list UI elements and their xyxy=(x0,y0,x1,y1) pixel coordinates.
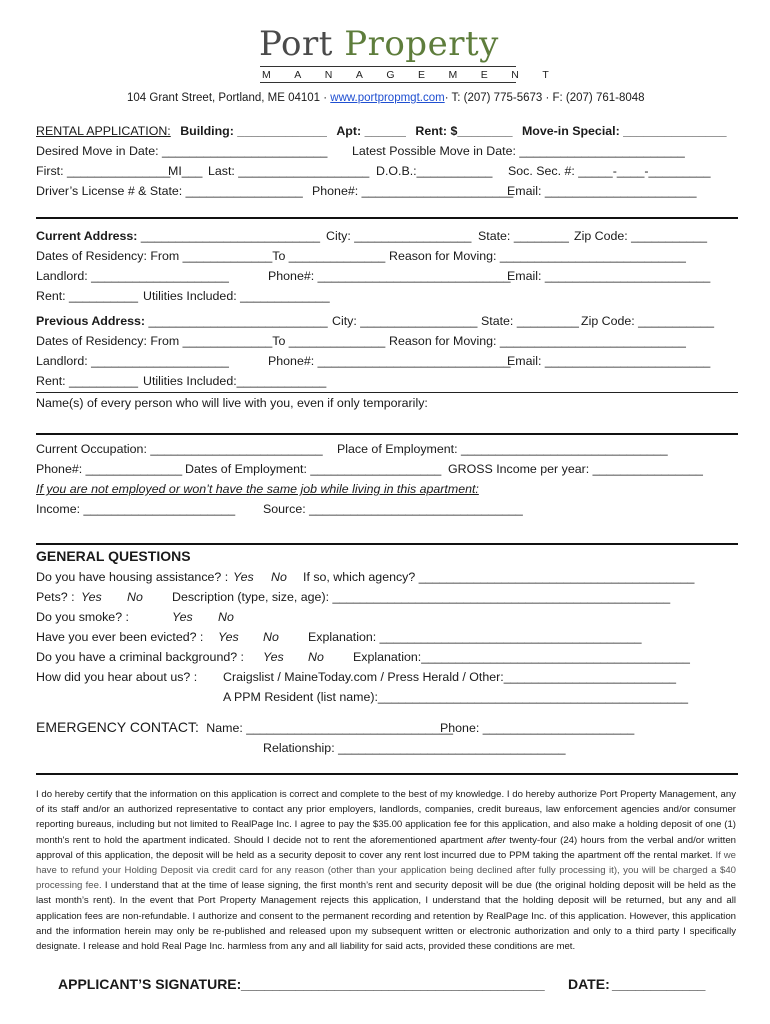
evicted-question: Have you ever been evicted? : xyxy=(36,630,204,644)
place-of-employment-field[interactable]: Place of Employment: ______________________________ xyxy=(337,442,668,456)
current-zip-field[interactable]: Zip Code: ___________ xyxy=(574,229,707,243)
current-landlord-phone-field[interactable]: Phone#: ____________________________ xyxy=(268,269,511,283)
general-questions-heading: GENERAL QUESTIONS xyxy=(36,548,191,564)
previous-landlord-phone-field[interactable]: Phone#: ____________________________ xyxy=(268,354,511,368)
previous-address-label: Previous Address: xyxy=(36,314,146,328)
housing-assistance-question: Do you have housing assistance? : xyxy=(36,570,229,584)
referral-question: How did you hear about us? : xyxy=(36,670,198,684)
desired-move-in-field[interactable]: Desired Move in Date: ________________________ xyxy=(36,144,328,158)
gross-income-field[interactable]: GROSS Income per year: ________________ xyxy=(448,462,703,476)
company-address xyxy=(127,92,645,104)
current-reason-field[interactable]: Reason for Moving: ___________________________ xyxy=(389,249,686,263)
occupation-field[interactable]: Current Occupation: _________________________ xyxy=(36,442,323,456)
occupants-label: Name(s) of every person who will live with you, even if only temporarily: xyxy=(36,396,428,410)
current-city-field[interactable]: City: _________________ xyxy=(326,229,472,243)
company-logo xyxy=(259,24,499,64)
pets-description-field[interactable]: Description (type, size, age): _________________________________________________ xyxy=(172,590,671,604)
housing-yes-option[interactable]: Yes xyxy=(233,570,254,584)
ssn-field[interactable]: Soc. Sec. #: _____-____-_________ xyxy=(508,164,711,178)
first-name-field[interactable]: First: _______________ xyxy=(36,164,171,178)
applicant-phone-field[interactable]: Phone#: ______________________ xyxy=(312,184,514,198)
previous-city-field[interactable]: City: _________________ xyxy=(332,314,478,328)
logo-rule-bottom xyxy=(260,82,516,83)
criminal-explanation-field[interactable]: Explanation:_______________________________________ xyxy=(353,650,690,664)
employer-phone-field[interactable]: Phone#: ______________ xyxy=(36,462,183,476)
apt-field[interactable]: Apt: ______ xyxy=(336,124,406,138)
move-in-special-field[interactable]: Move-in Special: _______________ xyxy=(521,124,727,138)
emergency-contact-row xyxy=(36,719,453,735)
section-divider xyxy=(36,217,738,219)
last-name-field[interactable]: Last: ___________________ xyxy=(208,164,370,178)
previous-zip-field[interactable]: Zip Code: ___________ xyxy=(581,314,714,328)
logo-subtitle: MANAGEMENT xyxy=(262,69,573,81)
rental-application-heading: RENTAL APPLICATION: xyxy=(36,124,171,138)
current-rent-field[interactable]: Rent: __________ xyxy=(36,289,138,303)
current-address-line[interactable]: __________________________ xyxy=(140,229,321,243)
rental-application-row xyxy=(36,124,727,138)
building-field[interactable]: Building: _____________ xyxy=(180,124,327,138)
current-address-field[interactable] xyxy=(36,229,320,243)
income-field[interactable]: Income: ______________________ xyxy=(36,502,236,516)
evicted-explanation-field[interactable]: Explanation: ______________________________________ xyxy=(308,630,642,644)
previous-utilities-field[interactable]: Utilities Included:_____________ xyxy=(143,374,327,388)
previous-address-field[interactable] xyxy=(36,314,328,328)
logo-rule-top xyxy=(260,66,516,67)
date-label: DATE: xyxy=(568,976,610,992)
applicant-signature-line[interactable]: _______________________________________ xyxy=(241,976,545,992)
current-address-label: Current Address: xyxy=(36,229,138,243)
logo-port-text: Port xyxy=(259,24,333,64)
criminal-background-question: Do you have a criminal background? : xyxy=(36,650,245,664)
evicted-no-option[interactable]: No xyxy=(263,630,279,644)
emergency-phone-field[interactable]: Phone: ______________________ xyxy=(440,721,635,735)
employment-dates-field[interactable]: Dates of Employment: ___________________ xyxy=(185,462,442,476)
emergency-name-field[interactable]: Name: ______________________________ xyxy=(206,721,453,735)
section-divider xyxy=(36,543,738,545)
current-landlord-email-field[interactable]: Email: ________________________ xyxy=(507,269,711,283)
criminal-yes-option[interactable]: Yes xyxy=(263,650,284,664)
smoke-yes-option[interactable]: Yes xyxy=(172,610,193,624)
occupants-divider xyxy=(36,392,738,393)
emergency-relationship-field[interactable]: Relationship: _________________________________ xyxy=(263,741,566,755)
rent-field[interactable]: Rent: $________ xyxy=(415,124,513,138)
address-text: 104 Grant Street, Portland, ME 04101 · xyxy=(127,92,331,104)
certification-text-part-1: I do hereby certify that the information on this application is correct and complete to the best of my knowledge. I do hereby authorize Port Property Management, any of its staff and/or an authorized representative to contact any prior employers, landlords, companies, credit bureaus, law enforcement agencies and/or consumer reporting bureaus, including but not limited to RealPage Inc. I agree to pay the $35.00 application fee for this application, and also make a holding deposit of one (1) month's rent to hold the apartment indicated. Should I decide not to rent the aforementioned apartment xyxy=(36,789,736,846)
dob-field[interactable]: D.O.B.:___________ xyxy=(376,164,493,178)
contact-numbers: · T: (207) 775-5673 · F: (207) 761-8048 xyxy=(444,92,645,104)
smoke-no-option[interactable]: No xyxy=(218,610,234,624)
holding-deposit-refund-note: If we have to refund your Holding Deposit via credit card for any reason (other than your application being declined after fully processing it), you will be charged a $40 processing fee. xyxy=(36,849,736,892)
previous-state-field[interactable]: State: _________ xyxy=(481,314,579,328)
ppm-resident-field[interactable]: A PPM Resident (list name):_____________________________________________ xyxy=(223,690,689,704)
which-agency-field[interactable]: If so, which agency? ________________________________________ xyxy=(303,570,695,584)
section-divider xyxy=(36,773,738,775)
income-source-field[interactable]: Source: _______________________________ xyxy=(263,502,523,516)
applicant-signature-label: APPLICANT’S SIGNATURE: xyxy=(58,976,242,992)
pets-no-option[interactable]: No xyxy=(127,590,143,604)
middle-initial-field[interactable]: MI___ xyxy=(168,164,203,178)
previous-reason-field[interactable]: Reason for Moving: ___________________________ xyxy=(389,334,686,348)
website-link[interactable]: www.portpropmgt.com xyxy=(330,92,445,104)
previous-landlord-email-field[interactable]: Email: ________________________ xyxy=(507,354,711,368)
current-utilities-field[interactable]: Utilities Included: _____________ xyxy=(143,289,330,303)
previous-address-line[interactable]: __________________________ xyxy=(148,314,328,328)
drivers-license-field[interactable]: Driver’s License # & State: _________________ xyxy=(36,184,303,198)
emergency-contact-label: EMERGENCY CONTACT: xyxy=(36,719,199,735)
criminal-no-option[interactable]: No xyxy=(308,650,324,664)
previous-residency-dates-field[interactable]: Dates of Residency: From _____________To ______________ xyxy=(36,334,386,348)
current-landlord-field[interactable]: Landlord: ____________________ xyxy=(36,269,229,283)
smoke-question: Do you smoke? : xyxy=(36,610,129,624)
certification-text-part-2: twenty-four (24) hours from the verbal and/or written approval of this application, the deposit will be held as a security deposit to cover any rent lost incurred due to PPM taking the apartment off the rental market. xyxy=(36,834,736,861)
date-line[interactable]: ____________ xyxy=(612,976,706,992)
certification-text-part-3: I understand that at the time of lease signing, the first month’s rent and security deposit will be due (the original holding deposit will be held as the last month’s rent). In the event that Port Property Management rejects this application, I understand that the holding deposit will be returned, but any and all application fees are non-refundable. I authorize and consent to the permanent recording and retention by RealPage Inc. of this application. However, this application and the information herein may only be re-published and released upon my subsequent written or electronic authorization and only to a third party I specifically designate. I release and hold Real Page Inc. harmless from any and all liability for said acts, provided these conditions are met. xyxy=(36,880,737,953)
certification-text-after: after xyxy=(486,834,506,846)
unemployed-note: If you are not employed or won’t have the same job while living in this apartment: xyxy=(36,482,479,496)
evicted-yes-option[interactable]: Yes xyxy=(218,630,239,644)
certification-statement xyxy=(36,787,736,954)
logo-property-text: Property xyxy=(344,24,499,64)
current-state-field[interactable]: State: ________ xyxy=(478,229,569,243)
previous-rent-field[interactable]: Rent: __________ xyxy=(36,374,138,388)
pets-yes-option[interactable]: Yes xyxy=(81,590,102,604)
latest-move-in-field[interactable]: Latest Possible Move in Date: ________________________ xyxy=(352,144,685,158)
referral-options-field[interactable]: Craigslist / MaineToday.com / Press Herald / Other:_________________________ xyxy=(223,670,676,684)
housing-no-option[interactable]: No xyxy=(271,570,287,584)
applicant-email-field[interactable]: Email: ______________________ xyxy=(507,184,697,198)
previous-landlord-field[interactable]: Landlord: ____________________ xyxy=(36,354,229,368)
current-residency-dates-field[interactable]: Dates of Residency: From _____________To ______________ xyxy=(36,249,386,263)
pets-question: Pets? : xyxy=(36,590,75,604)
section-divider xyxy=(36,433,738,435)
